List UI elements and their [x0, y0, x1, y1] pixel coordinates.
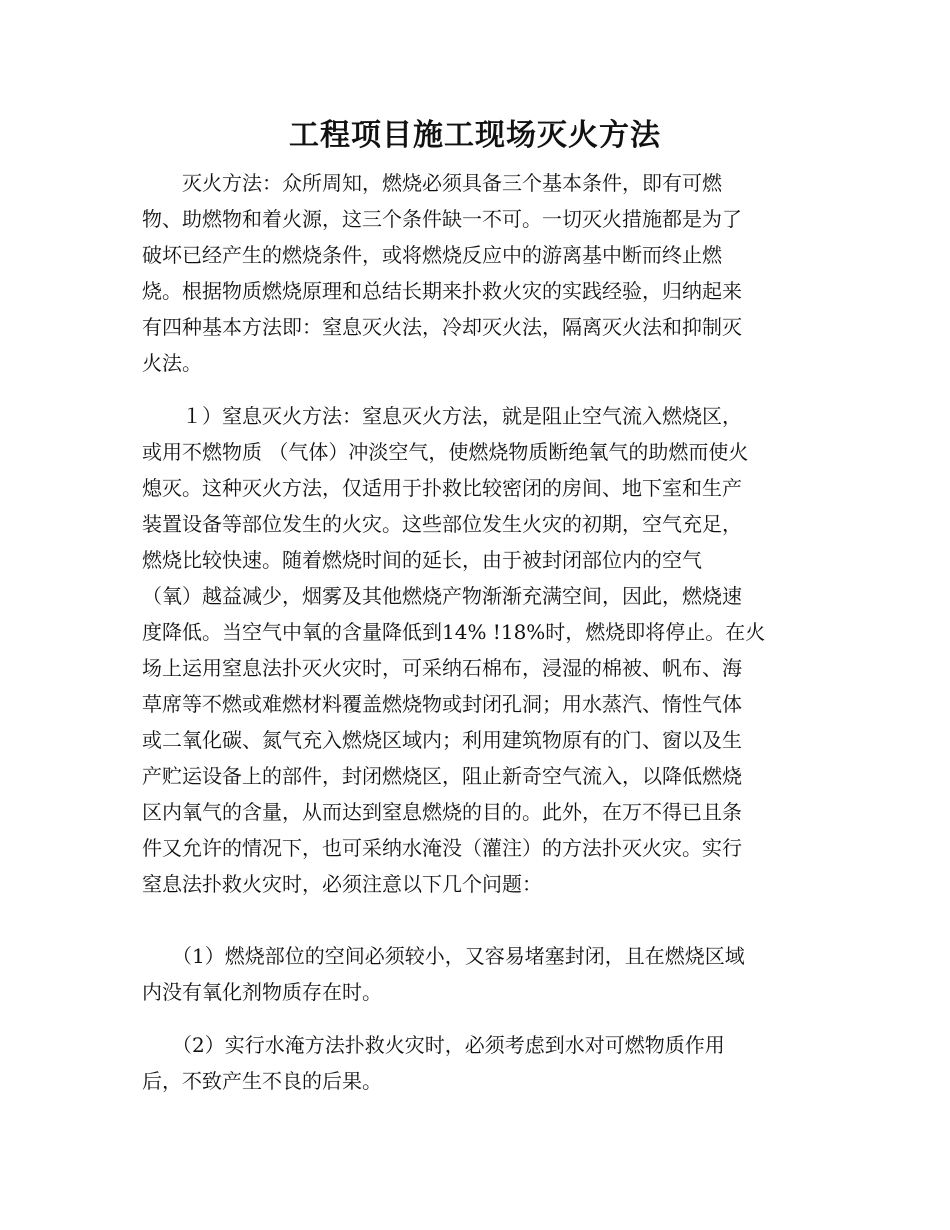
paragraph-line: （氧）越益减少，烟雾及其他燃烧产物渐渐充满空间，因此，燃烧速 — [142, 584, 742, 608]
paragraph-line: 装置设备等部位发生的火灾。这些部位发生火灾的初期，空气充足， — [142, 512, 742, 536]
page-title: 工程项目施工现场灭火方法 — [289, 118, 661, 153]
paragraph-line: 内没有氧化剂物质存在时。 — [142, 980, 382, 1004]
paragraph-line: 燃烧比较快速。随着燃烧时间的延长，由于被封闭部位内的空气 — [142, 548, 702, 572]
paragraph-line: 件又允许的情况下，也可采纳水淹没（灌注）的方法扑灭火灾。实行 — [142, 836, 742, 860]
paragraph-line: 区内氧气的含量，从而达到窒息燃烧的目的。此外，在万不得已且条 — [142, 800, 742, 824]
paragraph-line: 破坏已经产生的燃烧条件，或将燃烧反应中的游离基中断而终止燃 — [142, 243, 722, 267]
paragraph-line: 有四种基本方法即：窒息灭火法，冷却灭火法，隔离灭火法和抑制灭 — [142, 315, 742, 339]
paragraph-line: 熄灭。这种灭火方法，仅适用于扑救比较密闭的房间、地下室和生产 — [142, 476, 742, 500]
paragraph-line: 或用不燃物质 （气体）冲淡空气，使燃烧物质断绝氧气的助燃而使火 — [142, 440, 749, 464]
paragraph-line: 灭火方法：众所周知，燃烧必须具备三个基本条件，即有可燃 — [142, 171, 722, 195]
paragraph-line: 度降低。当空气中氧的含量降低到14% !18%时，燃烧即将停止。在火 — [142, 620, 766, 644]
paragraph-line: 物、助燃物和着火源，这三个条件缺一不可。一切灭火措施都是为了 — [142, 207, 742, 231]
paragraph-line: 场上运用窒息法扑灭火灾时，可采纳石棉布，浸湿的棉被、帆布、海 — [142, 656, 742, 680]
paragraph-line: 草席等不燃或难燃材料覆盖燃烧物或封闭孔洞；用水蒸汽、惰性气体 — [142, 692, 742, 716]
paragraph-line: １）窒息灭火方法：窒息灭火方法，就是阻止空气流入燃烧区， — [142, 404, 742, 428]
paragraph-line: 后，不致产生不良的后果。 — [142, 1069, 382, 1093]
paragraph-line: 窒息法扑救火灾时，必须注意以下几个问题： — [142, 872, 542, 896]
paragraph-intro — [142, 165, 742, 381]
paragraph-line: 产贮运设备上的部件，封闭燃烧区，阻止新奇空气流入，以降低燃烧 — [142, 764, 742, 788]
paragraph-line: （2）实行水淹方法扑救火灾时，必须考虑到水对可燃物质作用 — [142, 1033, 725, 1057]
paragraph-line: 或二氧化碳、氮气充入燃烧区域内；利用建筑物原有的门、窗以及生 — [142, 728, 742, 752]
paragraph-note-1 — [142, 938, 745, 1010]
paragraph-line: 烧。根据物质燃烧原理和总结长期来扑救火灾的实践经验，归纳起来 — [142, 279, 742, 303]
paragraph-line: （1）燃烧部位的空间必须较小，又容易堵塞封闭，且在燃烧区域 — [142, 944, 745, 968]
paragraph-line: 火法。 — [142, 351, 202, 375]
paragraph-note-2 — [142, 1027, 725, 1099]
paragraph-smothering-method — [142, 398, 765, 902]
